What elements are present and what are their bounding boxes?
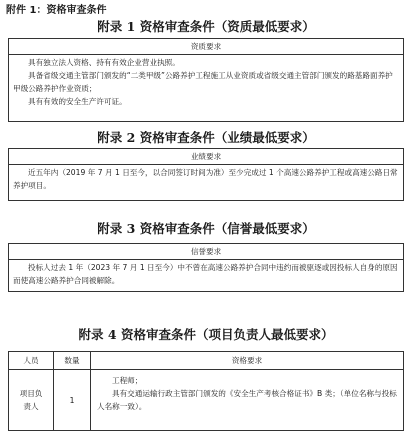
manager-requirements-table (8, 351, 404, 431)
credit-header: 信誉要求 (9, 244, 403, 260)
performance-header: 业绩要求 (9, 149, 403, 165)
qualification-header: 资质要求 (9, 39, 403, 55)
section-1-title: 附录 1 资格审查条件（资质最低要求） (97, 19, 315, 34)
qualification-line-2: 具备省级交通主管部门颁发的“二类甲级”公路养护工程施工从业资质或省级交通主管部门颁发的路基路面养护甲级公路养护作业资质； (13, 71, 393, 93)
qualification-line-3: 具有有效的安全生产许可证。 (28, 97, 127, 106)
table-row (9, 370, 404, 431)
section-3-title: 附录 3 资格审查条件（信誉最低要求） (97, 221, 315, 236)
cell-person: 项目负责人 (9, 370, 54, 431)
header-count: 数量 (54, 352, 91, 370)
document-title: 附件 1：资格审查条件 (6, 5, 107, 16)
requirement-line-1: 工程师； (112, 376, 143, 385)
section-4-title: 附录 4 资格审查条件（项目负责人最低要求） (78, 327, 334, 342)
header-person: 人员 (9, 352, 54, 370)
performance-box (8, 148, 404, 201)
performance-line-1: 近五年内（2019 年 7 月 1 日至今，以合同签订时间为准）至少完成过 1 个高速公路养护工程或高速公路日常养护项目。 (13, 168, 398, 190)
credit-box (8, 243, 404, 292)
cell-count: 1 (54, 370, 91, 431)
credit-line-1: 投标人过去 1 年（2023 年 7 月 1 日至今）中不曾在高速公路养护合同中违约而被驱逐或因投标人自身的原因而使高速公路养护合同被解除。 (13, 263, 398, 285)
requirement-line-2: 具有交通运输行政主管部门颁发的《安全生产考核合格证书》B 类；（单位名称与投标人名称一致）。 (97, 389, 397, 411)
qualification-box (8, 38, 404, 122)
header-requirements: 资格要求 (91, 352, 404, 370)
cell-requirements (91, 370, 404, 431)
qualification-line-1: 具有独立法人资格、持有有效企业营业执照。 (28, 58, 180, 67)
table-header-row (9, 352, 404, 370)
section-2-title: 附录 2 资格审查条件（业绩最低要求） (97, 130, 315, 145)
